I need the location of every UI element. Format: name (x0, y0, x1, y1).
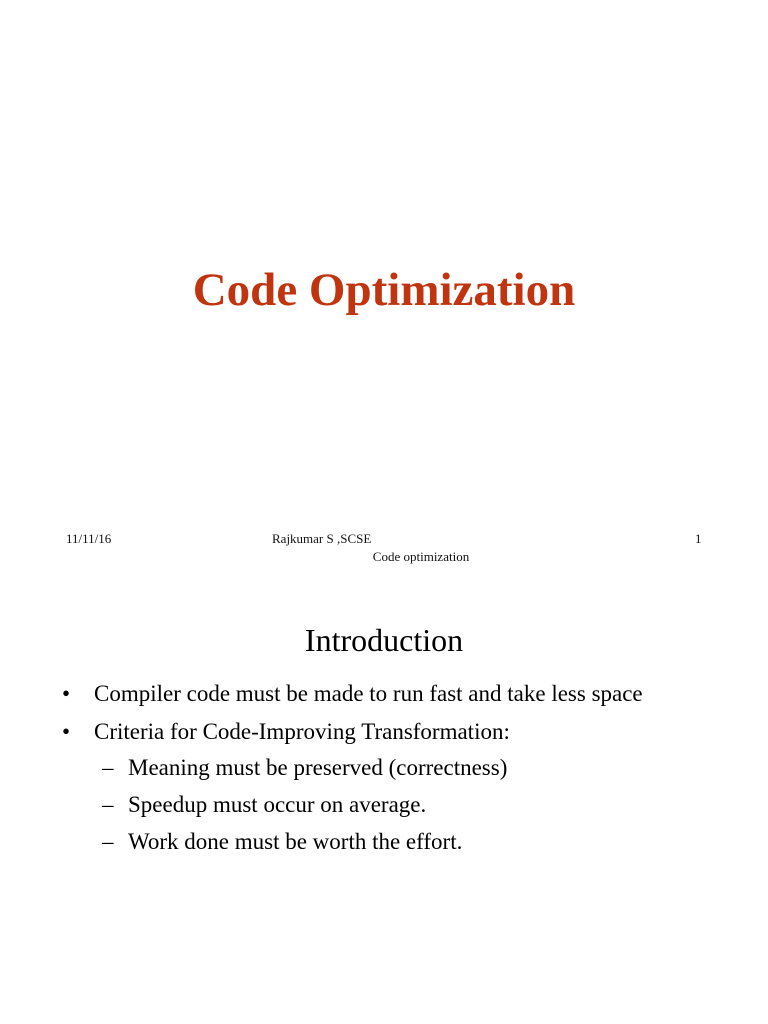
bullet-text: Criteria for Code-Improving Transformation: (94, 719, 510, 744)
sub-bullet-marker: – (102, 829, 114, 854)
sub-bullet-item (94, 789, 702, 820)
footer-date: 11/11/16 (66, 531, 112, 546)
bullet-item (62, 678, 702, 709)
bullet-marker: • (62, 719, 71, 744)
slide-title: Code Optimization (192, 264, 576, 316)
sub-bullet-text: Work done must be worth the effort. (128, 829, 463, 854)
slide-heading: Introduction (304, 622, 464, 658)
footer-page-number: 1 (695, 531, 702, 546)
bullet-marker: • (62, 681, 71, 706)
bullet-list (62, 678, 702, 864)
footer-author: Rajkumar S ,SCSE (272, 531, 372, 546)
sub-bullet-item (94, 752, 702, 783)
sub-bullet-marker: – (102, 792, 114, 817)
sub-bullet-marker: – (102, 755, 114, 780)
bullet-text: Compiler code must be made to run fast and take less space (94, 681, 643, 706)
introduction-slide (0, 576, 768, 1024)
bullet-item (62, 716, 702, 857)
sub-bullet-text: Meaning must be preserved (correctness) (128, 755, 508, 780)
sub-bullet-text: Speedup must occur on average. (128, 792, 427, 817)
slide-header: Code optimization (372, 549, 470, 564)
sub-bullet-item (94, 826, 702, 857)
sub-bullet-list (94, 752, 702, 857)
